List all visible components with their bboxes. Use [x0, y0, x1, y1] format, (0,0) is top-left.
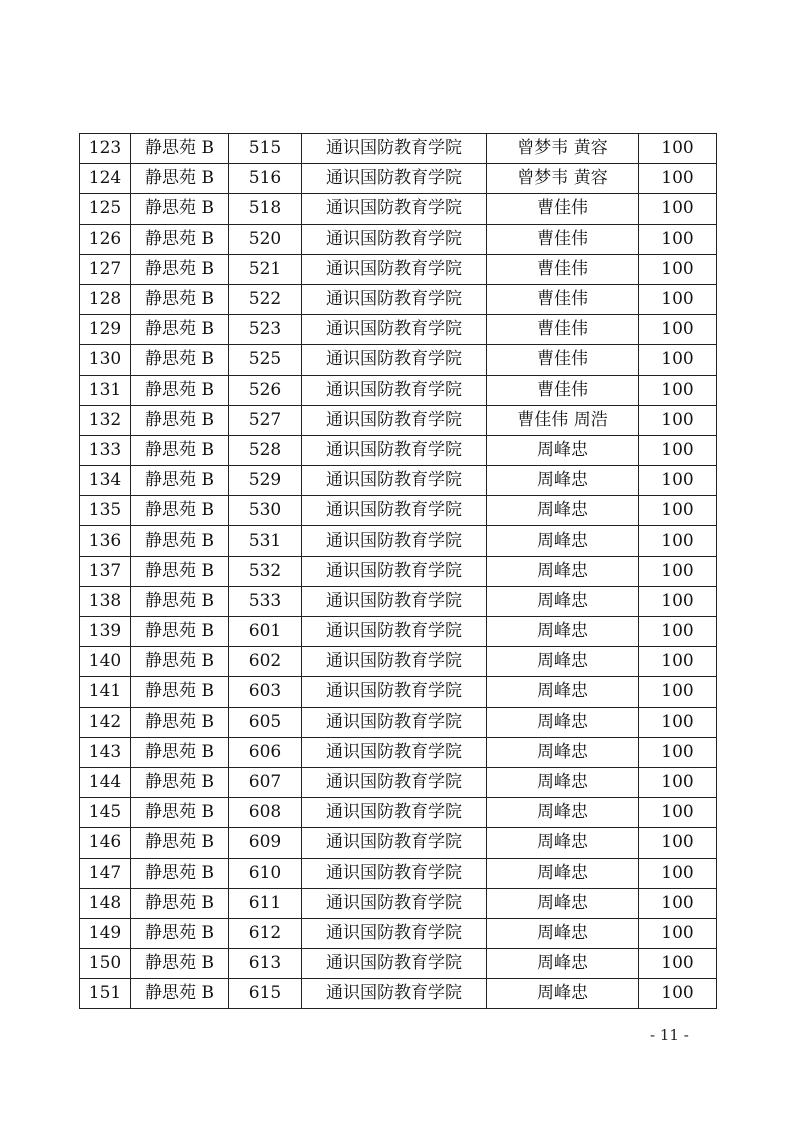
building-cell: 静思苑 B	[131, 496, 229, 526]
score-cell: 100	[639, 828, 717, 858]
responsible-person-cell: 周峰忠	[487, 918, 639, 948]
row-index-cell: 135	[80, 496, 131, 526]
college-cell: 通识国防教育学院	[302, 496, 487, 526]
table-row	[80, 677, 717, 707]
responsible-person-cell: 曹佳伟	[487, 254, 639, 284]
room-cell: 533	[229, 586, 302, 616]
room-cell: 518	[229, 194, 302, 224]
row-index-cell: 150	[80, 949, 131, 979]
college-cell: 通识国防教育学院	[302, 375, 487, 405]
score-cell: 100	[639, 164, 717, 194]
responsible-person-cell: 周峰忠	[487, 556, 639, 586]
college-cell: 通识国防教育学院	[302, 647, 487, 677]
table-row	[80, 526, 717, 556]
college-cell: 通识国防教育学院	[302, 586, 487, 616]
score-cell: 100	[639, 496, 717, 526]
row-index-cell: 144	[80, 767, 131, 797]
score-cell: 100	[639, 405, 717, 435]
table-body	[80, 134, 717, 1009]
college-cell: 通识国防教育学院	[302, 194, 487, 224]
building-cell: 静思苑 B	[131, 254, 229, 284]
score-cell: 100	[639, 918, 717, 948]
row-index-cell: 123	[80, 134, 131, 164]
score-cell: 100	[639, 707, 717, 737]
college-cell: 通识国防教育学院	[302, 405, 487, 435]
table-row	[80, 134, 717, 164]
row-index-cell: 136	[80, 526, 131, 556]
responsible-person-cell: 周峰忠	[487, 798, 639, 828]
page-number: - 11 -	[650, 1026, 689, 1044]
responsible-person-cell: 曹佳伟	[487, 345, 639, 375]
college-cell: 通识国防教育学院	[302, 254, 487, 284]
table-row	[80, 345, 717, 375]
score-cell: 100	[639, 435, 717, 465]
row-index-cell: 125	[80, 194, 131, 224]
college-cell: 通识国防教育学院	[302, 858, 487, 888]
table-row	[80, 918, 717, 948]
row-index-cell: 151	[80, 979, 131, 1009]
building-cell: 静思苑 B	[131, 767, 229, 797]
responsible-person-cell: 周峰忠	[487, 828, 639, 858]
responsible-person-cell: 曹佳伟	[487, 224, 639, 254]
room-cell: 521	[229, 254, 302, 284]
score-cell: 100	[639, 586, 717, 616]
building-cell: 静思苑 B	[131, 979, 229, 1009]
score-cell: 100	[639, 526, 717, 556]
building-cell: 静思苑 B	[131, 134, 229, 164]
building-cell: 静思苑 B	[131, 707, 229, 737]
building-cell: 静思苑 B	[131, 315, 229, 345]
table-row	[80, 798, 717, 828]
row-index-cell: 128	[80, 284, 131, 314]
table-row	[80, 767, 717, 797]
responsible-person-cell: 曹佳伟	[487, 375, 639, 405]
table-row	[80, 828, 717, 858]
score-cell: 100	[639, 315, 717, 345]
row-index-cell: 141	[80, 677, 131, 707]
college-cell: 通识国防教育学院	[302, 888, 487, 918]
score-cell: 100	[639, 647, 717, 677]
college-cell: 通识国防教育学院	[302, 556, 487, 586]
building-cell: 静思苑 B	[131, 375, 229, 405]
responsible-person-cell: 周峰忠	[487, 767, 639, 797]
room-cell: 520	[229, 224, 302, 254]
row-index-cell: 134	[80, 466, 131, 496]
responsible-person-cell: 曹佳伟	[487, 194, 639, 224]
responsible-person-cell: 周峰忠	[487, 586, 639, 616]
score-cell: 100	[639, 617, 717, 647]
college-cell: 通识国防教育学院	[302, 737, 487, 767]
score-cell: 100	[639, 345, 717, 375]
room-cell: 516	[229, 164, 302, 194]
score-cell: 100	[639, 194, 717, 224]
college-cell: 通识国防教育学院	[302, 345, 487, 375]
table-row	[80, 707, 717, 737]
table-row	[80, 556, 717, 586]
building-cell: 静思苑 B	[131, 194, 229, 224]
room-cell: 532	[229, 556, 302, 586]
college-cell: 通识国防教育学院	[302, 284, 487, 314]
table-row	[80, 164, 717, 194]
row-index-cell: 137	[80, 556, 131, 586]
responsible-person-cell: 周峰忠	[487, 737, 639, 767]
responsible-person-cell: 周峰忠	[487, 617, 639, 647]
table-row	[80, 466, 717, 496]
building-cell: 静思苑 B	[131, 435, 229, 465]
room-cell: 528	[229, 435, 302, 465]
row-index-cell: 147	[80, 858, 131, 888]
building-cell: 静思苑 B	[131, 405, 229, 435]
building-cell: 静思苑 B	[131, 556, 229, 586]
building-cell: 静思苑 B	[131, 798, 229, 828]
score-cell: 100	[639, 254, 717, 284]
room-cell: 531	[229, 526, 302, 556]
building-cell: 静思苑 B	[131, 224, 229, 254]
responsible-person-cell: 周峰忠	[487, 647, 639, 677]
building-cell: 静思苑 B	[131, 737, 229, 767]
row-index-cell: 146	[80, 828, 131, 858]
score-cell: 100	[639, 677, 717, 707]
room-cell: 526	[229, 375, 302, 405]
building-cell: 静思苑 B	[131, 284, 229, 314]
responsible-person-cell: 周峰忠	[487, 707, 639, 737]
building-cell: 静思苑 B	[131, 466, 229, 496]
table-row	[80, 858, 717, 888]
college-cell: 通识国防教育学院	[302, 677, 487, 707]
college-cell: 通识国防教育学院	[302, 828, 487, 858]
room-cell: 522	[229, 284, 302, 314]
room-cell: 609	[229, 828, 302, 858]
building-cell: 静思苑 B	[131, 888, 229, 918]
table-row	[80, 979, 717, 1009]
row-index-cell: 148	[80, 888, 131, 918]
room-cell: 603	[229, 677, 302, 707]
room-cell: 615	[229, 979, 302, 1009]
responsible-person-cell: 周峰忠	[487, 677, 639, 707]
table-row	[80, 586, 717, 616]
table-row	[80, 194, 717, 224]
room-cell: 525	[229, 345, 302, 375]
college-cell: 通识国防教育学院	[302, 164, 487, 194]
college-cell: 通识国防教育学院	[302, 918, 487, 948]
score-cell: 100	[639, 224, 717, 254]
score-cell: 100	[639, 134, 717, 164]
responsible-person-cell: 曾梦韦 黄容	[487, 134, 639, 164]
row-index-cell: 126	[80, 224, 131, 254]
score-cell: 100	[639, 737, 717, 767]
table-row	[80, 284, 717, 314]
room-cell: 610	[229, 858, 302, 888]
college-cell: 通识国防教育学院	[302, 134, 487, 164]
room-cell: 607	[229, 767, 302, 797]
row-index-cell: 124	[80, 164, 131, 194]
college-cell: 通识国防教育学院	[302, 466, 487, 496]
score-cell: 100	[639, 858, 717, 888]
table-row	[80, 315, 717, 345]
building-cell: 静思苑 B	[131, 345, 229, 375]
college-cell: 通识国防教育学院	[302, 617, 487, 647]
responsible-person-cell: 周峰忠	[487, 949, 639, 979]
row-index-cell: 139	[80, 617, 131, 647]
row-index-cell: 145	[80, 798, 131, 828]
responsible-person-cell: 曾梦韦 黄容	[487, 164, 639, 194]
building-cell: 静思苑 B	[131, 918, 229, 948]
room-cell: 606	[229, 737, 302, 767]
dormitory-score-table	[79, 133, 717, 1009]
building-cell: 静思苑 B	[131, 677, 229, 707]
row-index-cell: 129	[80, 315, 131, 345]
building-cell: 静思苑 B	[131, 586, 229, 616]
responsible-person-cell: 周峰忠	[487, 888, 639, 918]
responsible-person-cell: 曹佳伟	[487, 315, 639, 345]
college-cell: 通识国防教育学院	[302, 526, 487, 556]
room-cell: 605	[229, 707, 302, 737]
room-cell: 515	[229, 134, 302, 164]
table-row	[80, 617, 717, 647]
score-cell: 100	[639, 979, 717, 1009]
responsible-person-cell: 曹佳伟 周浩	[487, 405, 639, 435]
score-cell: 100	[639, 767, 717, 797]
row-index-cell: 143	[80, 737, 131, 767]
row-index-cell: 133	[80, 435, 131, 465]
building-cell: 静思苑 B	[131, 617, 229, 647]
room-cell: 612	[229, 918, 302, 948]
college-cell: 通识国防教育学院	[302, 798, 487, 828]
responsible-person-cell: 周峰忠	[487, 526, 639, 556]
row-index-cell: 131	[80, 375, 131, 405]
building-cell: 静思苑 B	[131, 828, 229, 858]
score-cell: 100	[639, 888, 717, 918]
score-cell: 100	[639, 798, 717, 828]
college-cell: 通识国防教育学院	[302, 315, 487, 345]
college-cell: 通识国防教育学院	[302, 435, 487, 465]
room-cell: 613	[229, 949, 302, 979]
score-cell: 100	[639, 375, 717, 405]
room-cell: 611	[229, 888, 302, 918]
table-row	[80, 888, 717, 918]
building-cell: 静思苑 B	[131, 858, 229, 888]
table-row	[80, 496, 717, 526]
building-cell: 静思苑 B	[131, 647, 229, 677]
score-cell: 100	[639, 466, 717, 496]
college-cell: 通识国防教育学院	[302, 949, 487, 979]
table-row	[80, 254, 717, 284]
table-row	[80, 949, 717, 979]
table-row	[80, 435, 717, 465]
row-index-cell: 140	[80, 647, 131, 677]
responsible-person-cell: 周峰忠	[487, 858, 639, 888]
score-cell: 100	[639, 949, 717, 979]
responsible-person-cell: 周峰忠	[487, 435, 639, 465]
building-cell: 静思苑 B	[131, 526, 229, 556]
row-index-cell: 130	[80, 345, 131, 375]
room-cell: 608	[229, 798, 302, 828]
score-cell: 100	[639, 284, 717, 314]
table-row	[80, 375, 717, 405]
room-cell: 529	[229, 466, 302, 496]
row-index-cell: 127	[80, 254, 131, 284]
room-cell: 601	[229, 617, 302, 647]
room-cell: 530	[229, 496, 302, 526]
row-index-cell: 149	[80, 918, 131, 948]
row-index-cell: 132	[80, 405, 131, 435]
room-cell: 602	[229, 647, 302, 677]
score-cell: 100	[639, 556, 717, 586]
building-cell: 静思苑 B	[131, 949, 229, 979]
table-row	[80, 647, 717, 677]
college-cell: 通识国防教育学院	[302, 707, 487, 737]
responsible-person-cell: 周峰忠	[487, 496, 639, 526]
room-cell: 527	[229, 405, 302, 435]
row-index-cell: 142	[80, 707, 131, 737]
table-row	[80, 224, 717, 254]
responsible-person-cell: 周峰忠	[487, 466, 639, 496]
responsible-person-cell: 周峰忠	[487, 979, 639, 1009]
college-cell: 通识国防教育学院	[302, 979, 487, 1009]
table-row	[80, 737, 717, 767]
table-row	[80, 405, 717, 435]
college-cell: 通识国防教育学院	[302, 767, 487, 797]
building-cell: 静思苑 B	[131, 164, 229, 194]
college-cell: 通识国防教育学院	[302, 224, 487, 254]
row-index-cell: 138	[80, 586, 131, 616]
room-cell: 523	[229, 315, 302, 345]
responsible-person-cell: 曹佳伟	[487, 284, 639, 314]
